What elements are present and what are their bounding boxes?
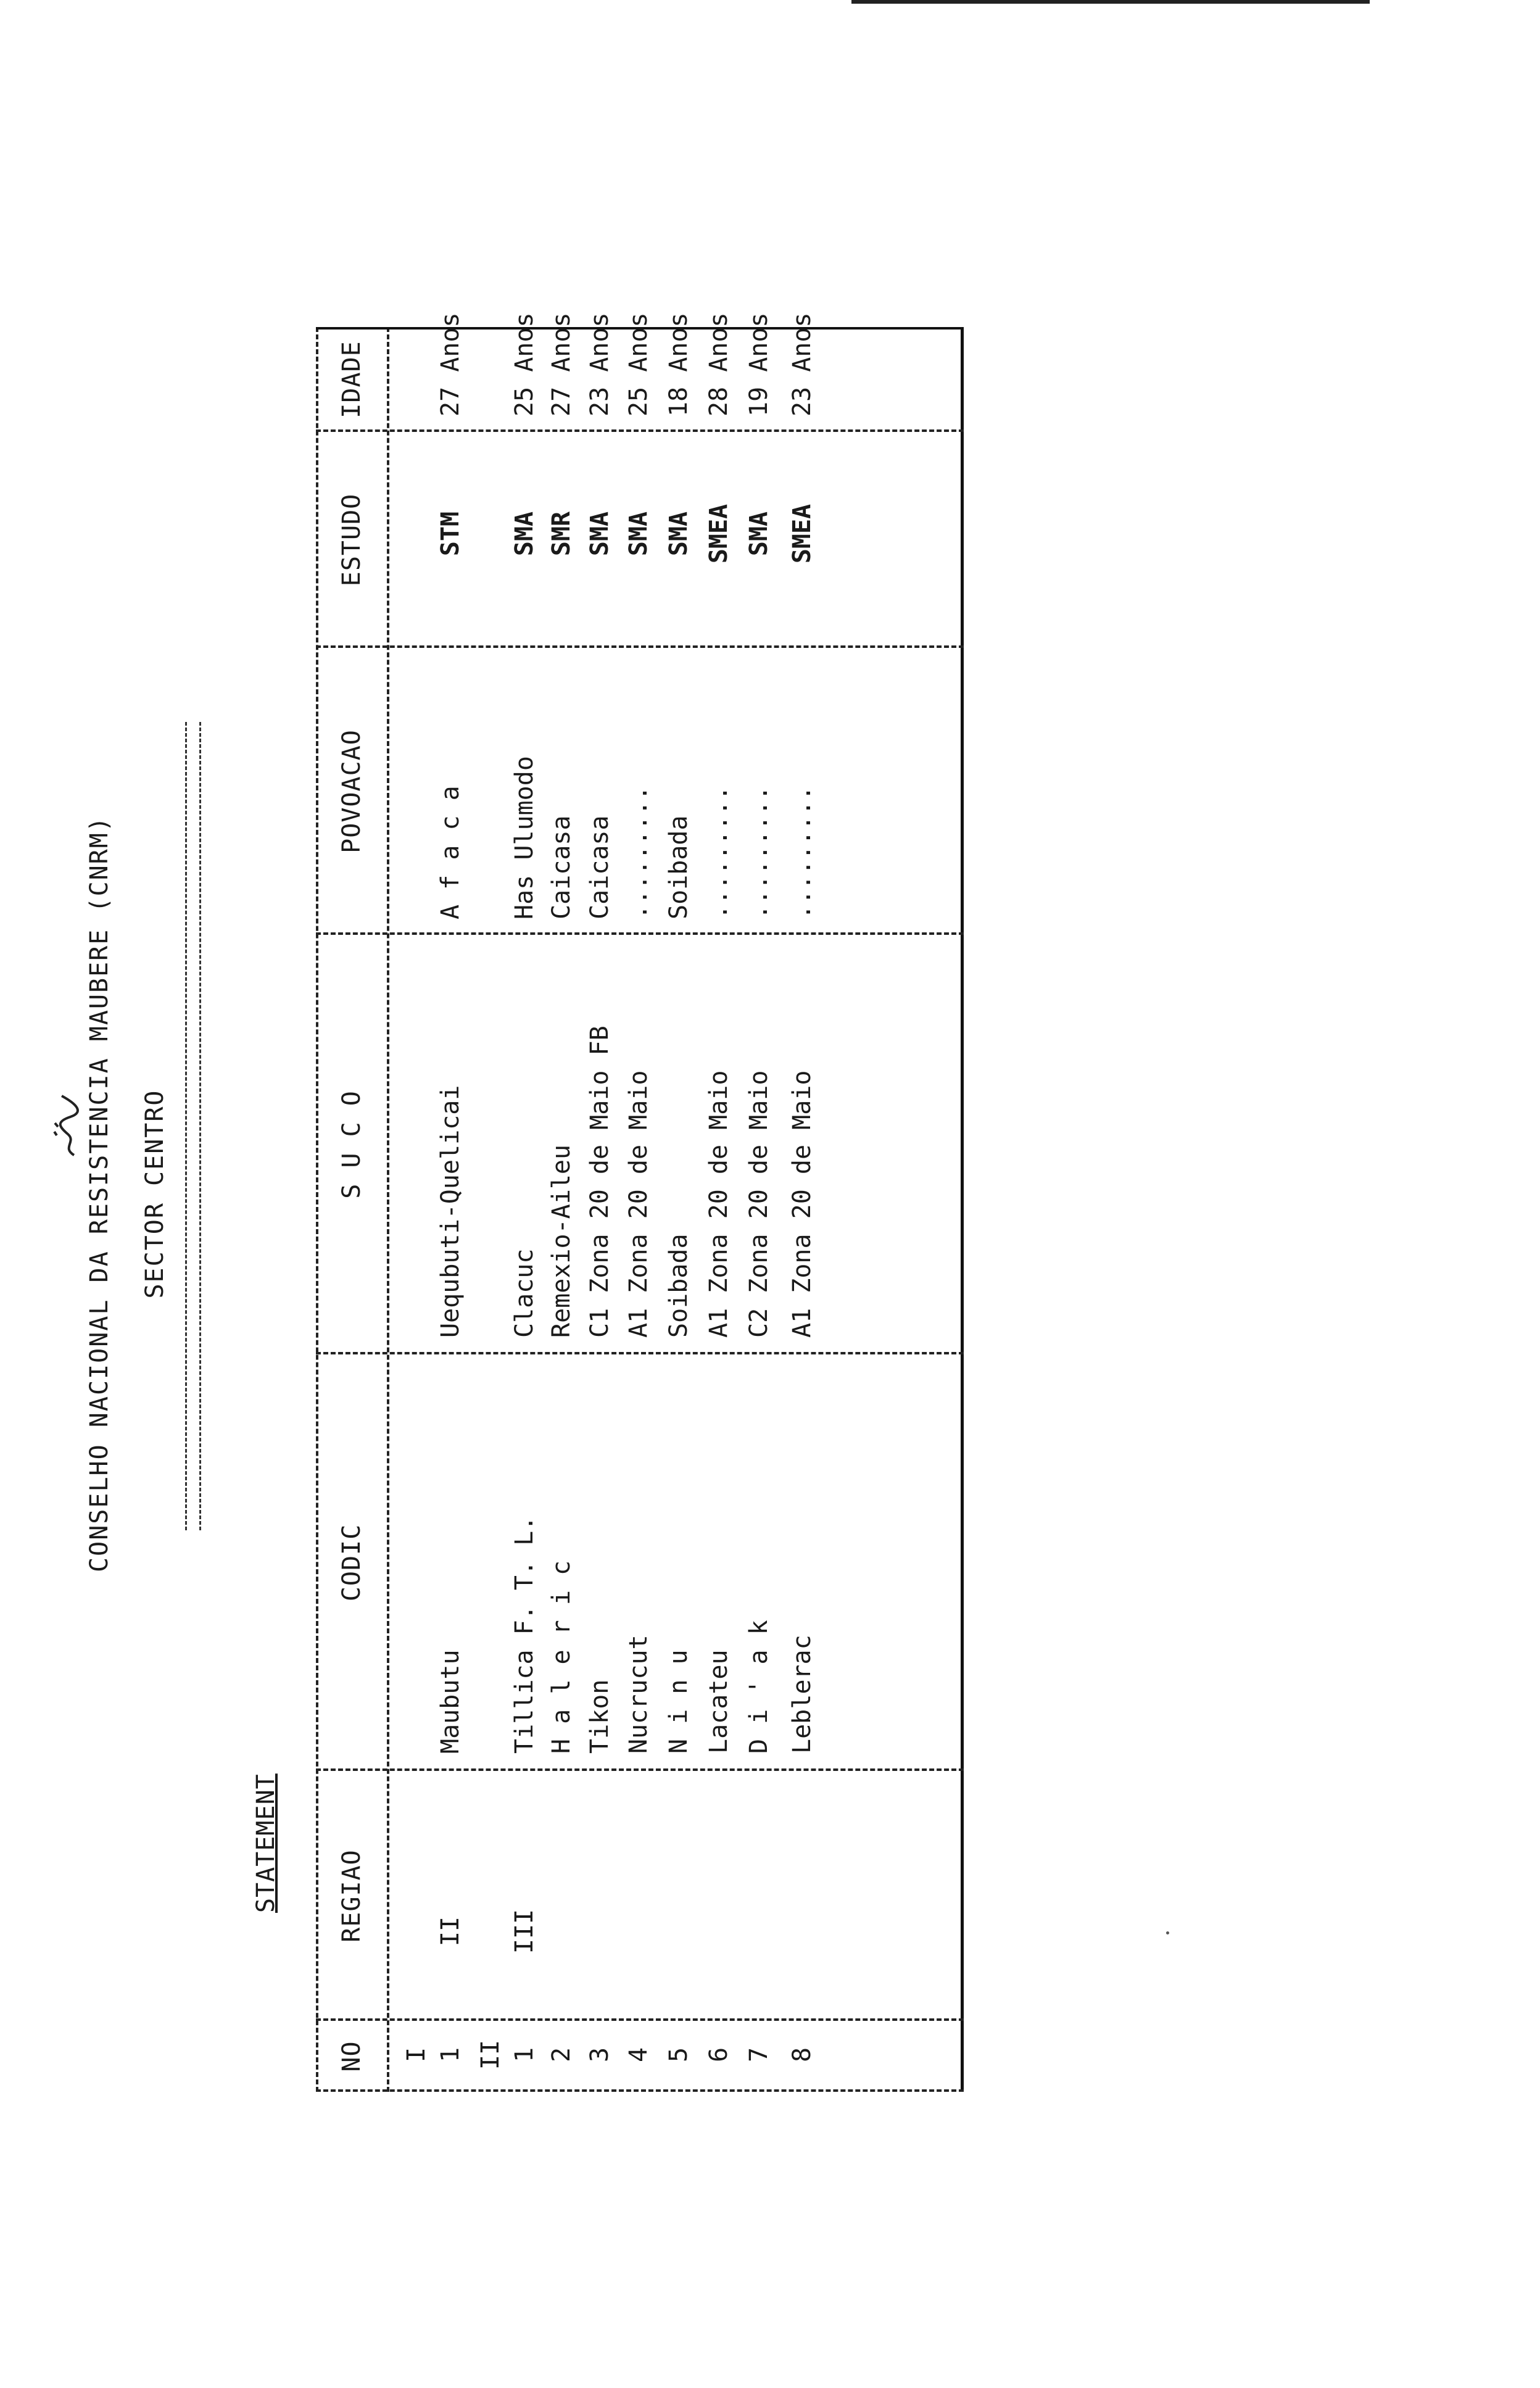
table-cell-estudo: SMEA [788,504,816,564]
table-cell-suco: Remexio-Aileu [547,1144,576,1338]
column-separator [316,1352,964,1354]
column-header-povoacao: POVOACAO [337,729,366,853]
double-dashed-rule [185,722,201,1530]
table-cell-povoacao: Caicasa [547,815,576,919]
table-cell-suco: A1 Zona 20 de Maio [788,1070,816,1338]
table-cell-povoacao: ......... [745,786,773,919]
column-separator [316,932,964,935]
table-cell-codic: Maubutu [436,1649,465,1754]
statement-label: STATEMENT [252,1773,280,1913]
table-cell-idade: 25 Anos [510,312,539,417]
table-cell-estudo: SMA [510,511,539,557]
table-cell-idade: 27 Anos [547,312,576,417]
table-cell-codic: Tillica F. T. L. [510,1515,539,1754]
table-cell-suco: C1 Zona 20 de Maio FB [586,1026,614,1338]
column-header-suco: S U C O [337,1090,366,1199]
table-cell-estudo [473,457,508,611]
table-cell-regiao [661,1882,696,1981]
members-table [316,312,964,2092]
table-bottom-border [961,327,964,2092]
table-cell-idade [473,330,508,417]
column-separator [316,429,964,432]
table-cell-codic: Lacateu [705,1649,733,1754]
table-cell-estudo: SMA [624,511,653,557]
table-cell-estudo: SMA [586,511,614,557]
table-cell-no: I [402,2047,431,2063]
column-separator [316,1768,964,1771]
table-cell-idade: 23 Anos [586,312,614,417]
table-cell-povoacao [399,648,434,919]
table-cell-suco: A1 Zona 20 de Maio [705,1070,733,1338]
table-cell-idade: 18 Anos [664,312,693,417]
table-cell-estudo: SMEA [705,504,733,564]
column-header-codic: CODIC [337,1524,366,1602]
table-cell-idade: 25 Anos [624,312,653,417]
table-cell-no: 5 [664,2047,693,2063]
table-cell-no: 6 [705,2047,733,2063]
table-cell-regiao [621,1882,656,1981]
table-cell-regiao [785,1882,819,1981]
table-cell-regiao [702,1882,736,1981]
column-header-idade: IDADE [337,341,366,418]
table-cell-regiao [544,1882,579,1981]
table-cell-suco: Uequbuti-Quelicai [436,1085,465,1338]
table-cell-suco [473,937,508,1338]
table-cell-estudo [399,457,434,611]
table-cell-regiao [399,1882,434,1981]
table-cell-codic: Leblerac [788,1635,816,1754]
table-cell-suco: Soibada [664,1233,693,1338]
table-cell-codic [473,1371,508,1754]
table-cell-codic [399,1371,434,1754]
table-cell-regiao: II [436,1916,465,1947]
column-header-no: NO [337,2041,366,2072]
table-cell-codic: D i ' a k [745,1620,773,1754]
sector-title: SECTOR CENTRO [141,1089,169,1299]
table-cell-idade: 27 Anos [436,312,465,417]
table-cell-no: 3 [586,2047,614,2063]
table-cell-no: 2 [547,2047,576,2063]
table-cell-suco [399,937,434,1338]
signature-mark [49,1092,81,1160]
table-cell-no: II [476,2039,505,2070]
table-cell-idade: 28 Anos [705,312,733,417]
table-cell-povoacao: ......... [624,786,653,919]
table-cell-regiao [582,1882,617,1981]
table-cell-povoacao: Has Ulumodo [510,756,539,919]
table-cell-codic: Tikon [586,1679,614,1754]
table-left-border [316,2089,964,2092]
table-cell-codic: H a l e r i c [547,1560,576,1754]
table-cell-povoacao: ......... [788,786,816,919]
table-cell-no: 4 [624,2047,653,2063]
table-cell-suco: C2 Zona 20 de Maio [745,1070,773,1338]
table-header-border [387,327,389,2092]
table-cell-idade [399,330,434,417]
table-cell-estudo: SMA [664,511,693,557]
column-header-regiao: REGIAO [337,1849,366,1942]
table-cell-regiao: III [510,1909,539,1954]
table-cell-regiao [473,1882,508,1981]
column-separator [316,2018,964,2021]
table-cell-povoacao: ......... [705,786,733,919]
table-cell-suco: A1 Zona 20 de Maio [624,1070,653,1338]
table-cell-idade: 23 Anos [788,312,816,417]
table-cell-codic: Nucrucut [624,1635,653,1754]
table-cell-no: 1 [510,2047,539,2063]
table-cell-povoacao [473,648,508,919]
column-header-estudo: ESTUDO [337,493,366,587]
organization-title: CONSELHO NACIONAL DA RESISTENCIA MAUBERE (CNRM) [85,816,114,1572]
table-cell-regiao [742,1882,776,1981]
table-cell-estudo: SMA [745,511,773,557]
table-cell-codic: N i n u [664,1649,693,1754]
table-cell-estudo: SMR [547,511,576,557]
table-cell-no: 7 [745,2047,773,2063]
table-cell-povoacao: Caicasa [586,815,614,919]
table-cell-suco: Clacuc [510,1248,539,1338]
table-cell-estudo: STM [436,511,465,557]
table-cell-povoacao: Soibada [664,815,693,919]
table-cell-idade: 19 Anos [745,312,773,417]
table-cell-no: 8 [788,2047,816,2063]
table-cell-povoacao: A f a c a [436,786,465,919]
table-cell-no: 1 [436,2047,465,2063]
